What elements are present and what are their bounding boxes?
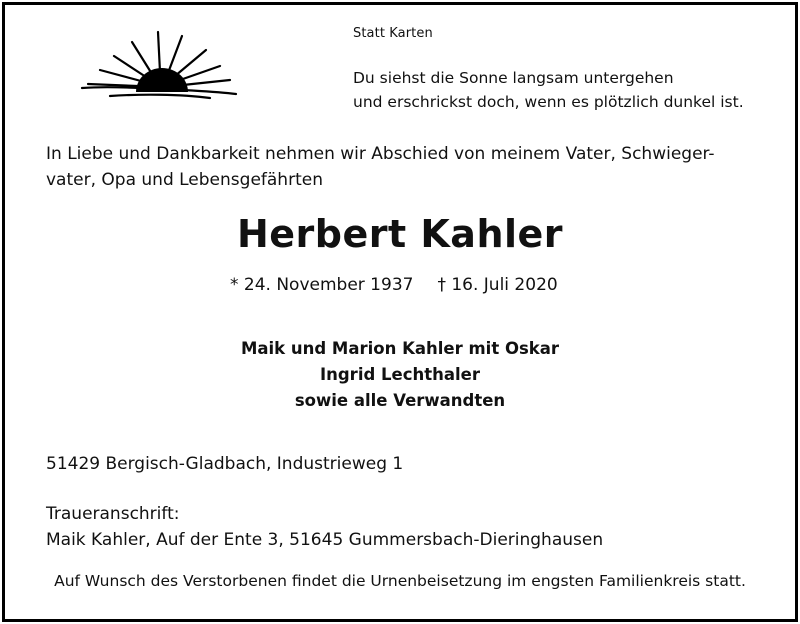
mourning-address-label: Traueranschrift: <box>46 504 180 524</box>
poem-line-2: und erschrickst doch, wenn es plötzlich dunkel ist. <box>353 93 744 111</box>
intro-line-2: vater, Opa und Lebensgefährten <box>46 170 323 190</box>
sunset-icon <box>80 28 240 108</box>
mourners-list <box>0 336 800 414</box>
birth-date: * 24. November 1937 <box>230 275 414 295</box>
life-dates <box>230 275 558 295</box>
mourning-address <box>46 501 603 553</box>
residence-address: 51429 Bergisch-Gladbach, Industrieweg 1 <box>46 454 404 474</box>
mourner-line-1: Maik und Marion Kahler mit Oskar <box>240 339 560 358</box>
footer-note: Auf Wunsch des Verstorbenen findet die Urnenbeisetzung im engsten Familienkreis statt. <box>54 572 746 590</box>
mourning-address-line: Maik Kahler, Auf der Ente 3, 51645 Gummersbach-Dieringhausen <box>46 530 604 550</box>
death-date: † 16. Juli 2020 <box>437 275 558 295</box>
poem <box>353 66 744 114</box>
deceased-name: Herbert Kahler <box>236 212 564 256</box>
mourner-line-3: sowie alle Verwandten <box>294 391 506 410</box>
statt-karten-label: Statt Karten <box>353 26 433 41</box>
mourner-line-2: Ingrid Lechthaler <box>319 365 481 384</box>
intro-text <box>46 141 766 193</box>
poem-line-1: Du siehst die Sonne langsam untergehen <box>353 69 674 87</box>
intro-line-1: In Liebe und Dankbarkeit nehmen wir Abschied von meinem Vater, Schwieger- <box>46 144 715 164</box>
